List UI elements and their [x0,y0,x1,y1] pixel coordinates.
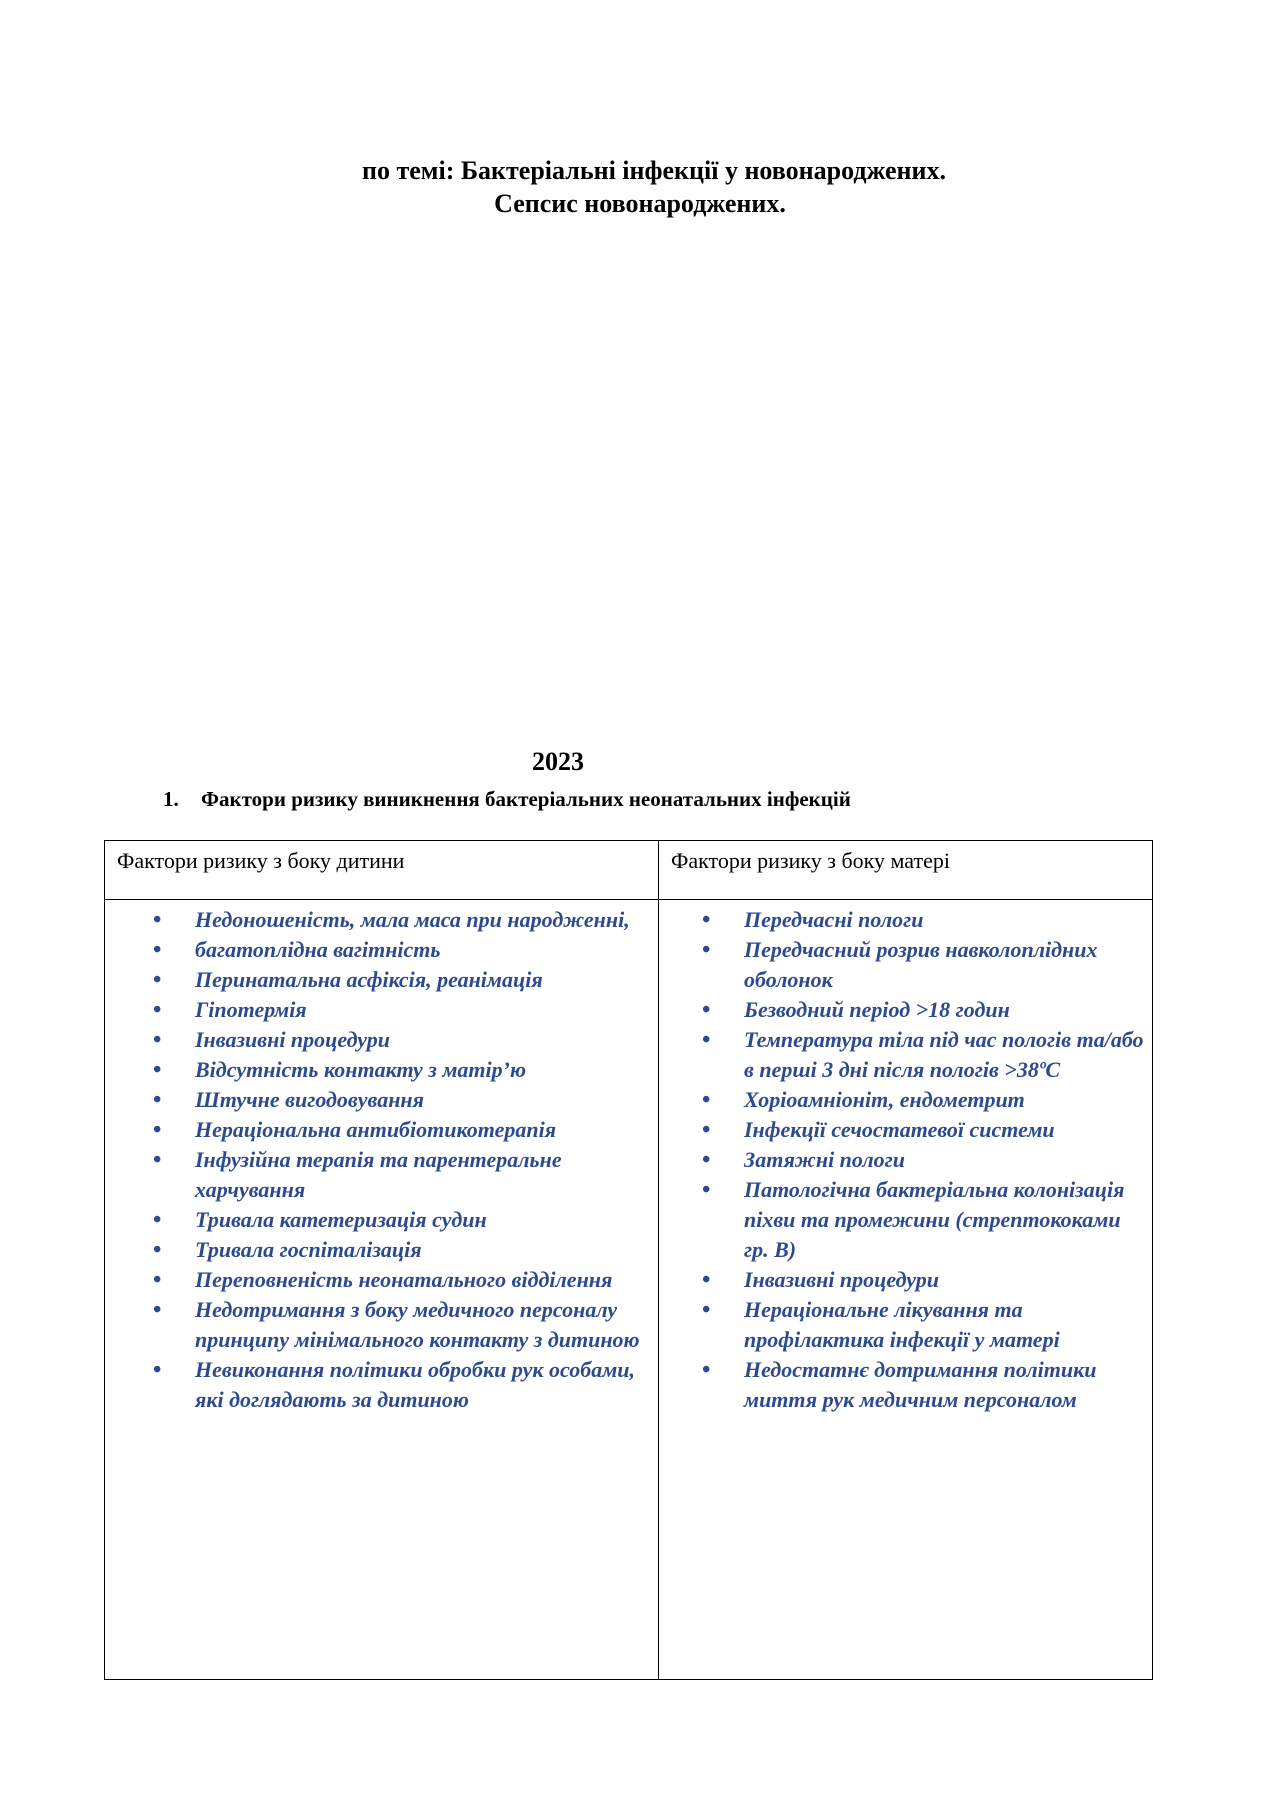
list-item: • Тривала катетеризація судин [105,1205,650,1235]
section-number: 1. [163,787,179,811]
list-item: • багатоплідна вагітність [105,935,650,965]
list-item: • Переповненість неонатального відділення [105,1265,650,1295]
list-item: • Передчасний розрив навколоплідних оболонок [659,935,1146,995]
list-item: • Недостатнє дотримання політики миття рук медичним персоналом [659,1355,1146,1415]
list-item: • Патологічна бактеріальна колонізація піхви та промежини (стрептококами гр. В) [659,1175,1146,1265]
list-item: • Недоношеність, мала маса при народженні, [105,905,650,935]
header-mother-text: Фактори ризику з боку матері [671,848,950,873]
list-item: • Хоріоамніоніт, ендометрит [659,1085,1146,1115]
child-factors-list [105,905,650,1415]
title-line-2: Сепсис новонароджених. [494,189,786,218]
document-title [0,154,1280,220]
section-heading [163,785,851,813]
child-factors-cell [105,900,659,1680]
list-item: • Тривала госпіталізація [105,1235,650,1265]
list-item: • Недотримання з боку медичного персоналу принципу мінімального контакту з дитиною [105,1295,650,1355]
year: 2023 [532,747,584,776]
list-item: • Температура тіла під час пологів та/або в перші 3 дні після пологів >38ºC [659,1025,1146,1085]
list-item: • Інвазивні процедури [659,1265,1146,1295]
list-item: • Безводний період >18 годин [659,995,1146,1025]
list-item: • Нераціональне лікування та профілактика інфекції у матері [659,1295,1146,1355]
mother-factors-cell [659,900,1153,1680]
section-heading-text: Фактори ризику виникнення бактеріальних неонатальних інфекцій [201,787,851,811]
list-item: • Перинатальна асфіксія, реанімація [105,965,650,995]
header-mother [659,841,1153,900]
list-item: • Відсутність контакту з матір’ю [105,1055,650,1085]
list-item: • Затяжні пологи [659,1145,1146,1175]
mother-factors-list [659,905,1146,1415]
list-item: • Невиконання політики обробки рук особами, які доглядають за дитиною [105,1355,650,1415]
list-item: • Інфузійна терапія та парентеральне харчування [105,1145,650,1205]
title-line-1: по темі: Бактеріальні інфекції у новонароджених. [361,156,946,185]
header-child [105,841,659,900]
risk-factors-table [104,840,1153,1680]
header-child-text: Фактори ризику з боку дитини [117,848,405,873]
table-body-row [105,900,1153,1680]
table-header-row [105,841,1153,900]
list-item: • Гіпотермія [105,995,650,1025]
list-item: • Передчасні пологи [659,905,1146,935]
list-item: • Нераціональна антибіотикотерапія [105,1115,650,1145]
list-item: • Штучне вигодовування [105,1085,650,1115]
list-item: • Інвазивні процедури [105,1025,650,1055]
list-item: • Інфекції сечостатевої системи [659,1115,1146,1145]
